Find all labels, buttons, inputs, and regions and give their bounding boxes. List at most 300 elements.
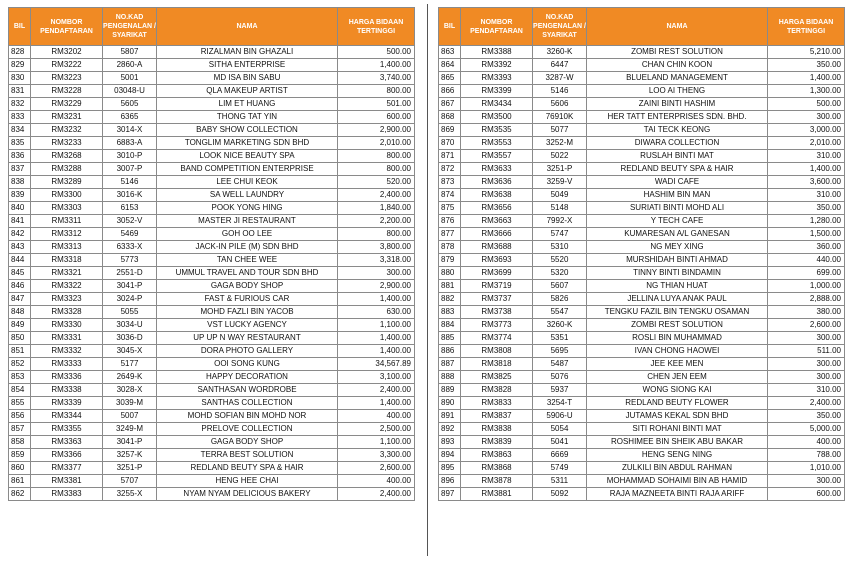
right-table-panel <box>438 7 845 501</box>
table-row <box>439 137 845 150</box>
cell-nama: CHEN JEN EEM <box>587 371 768 384</box>
cell-nama: TINNY BINTI BINDAMIN <box>587 267 768 280</box>
cell-nama: SITHA ENTERPRISE <box>157 59 338 72</box>
cell-nombor-pendaftaran: RM3321 <box>31 267 103 280</box>
header-harga-bidaan: HARGA BIDAAN TERTINGGI <box>338 8 415 46</box>
table-body-right <box>439 46 845 501</box>
table-row <box>9 124 415 137</box>
cell-nama: ZOMBI REST SOLUTION <box>587 46 768 59</box>
cell-nama: QLA MAKEUP ARTIST <box>157 85 338 98</box>
cell-no-kad-pengenalan: 5469 <box>103 228 157 241</box>
cell-no-kad-pengenalan: 2551-D <box>103 267 157 280</box>
cell-nama: REDLAND BEUTY SPA & HAIR <box>587 163 768 176</box>
cell-nama: BAND COMPETITION ENTERPRISE <box>157 163 338 176</box>
table-header-row <box>9 8 415 46</box>
cell-nombor-pendaftaran: RM3663 <box>461 215 533 228</box>
cell-nama: POOK YONG HING <box>157 202 338 215</box>
table-row <box>439 436 845 449</box>
cell-bil: 896 <box>439 475 461 488</box>
cell-bil: 852 <box>9 358 31 371</box>
cell-nama: RAJA MAZNEETA BINTI RAJA ARIFF <box>587 488 768 501</box>
table-row <box>9 332 415 345</box>
cell-harga-bidaan: 2,200.00 <box>338 215 415 228</box>
cell-nama: SANTHAS COLLECTION <box>157 397 338 410</box>
cell-bil: 885 <box>439 332 461 345</box>
cell-no-kad-pengenalan: 3041-P <box>103 280 157 293</box>
cell-harga-bidaan: 34,567.89 <box>338 358 415 371</box>
cell-no-kad-pengenalan: 5520 <box>533 254 587 267</box>
cell-nama: HER TATT ENTERPRISES SDN. BHD. <box>587 111 768 124</box>
cell-harga-bidaan: 300.00 <box>768 475 845 488</box>
cell-bil: 894 <box>439 449 461 462</box>
cell-nombor-pendaftaran: RM3233 <box>31 137 103 150</box>
table-row <box>9 137 415 150</box>
cell-harga-bidaan: 600.00 <box>338 111 415 124</box>
cell-nombor-pendaftaran: RM3303 <box>31 202 103 215</box>
cell-nombor-pendaftaran: RM3392 <box>461 59 533 72</box>
cell-no-kad-pengenalan: 5320 <box>533 267 587 280</box>
cell-harga-bidaan: 1,400.00 <box>768 72 845 85</box>
cell-bil: 882 <box>439 293 461 306</box>
table-row <box>9 150 415 163</box>
table-row <box>9 280 415 293</box>
cell-no-kad-pengenalan: 3252-M <box>533 137 587 150</box>
cell-bil: 883 <box>439 306 461 319</box>
cell-bil: 895 <box>439 462 461 475</box>
cell-nama: CHAN CHIN KOON <box>587 59 768 72</box>
cell-no-kad-pengenalan: 3036-D <box>103 332 157 345</box>
header-bil: BIL <box>439 8 461 46</box>
cell-nama: ZULKILI BIN ABDUL RAHMAN <box>587 462 768 475</box>
header-harga-bidaan: HARGA BIDAAN TERTINGGI <box>768 8 845 46</box>
cell-no-kad-pengenalan: 6883-A <box>103 137 157 150</box>
cell-harga-bidaan: 3,100.00 <box>338 371 415 384</box>
cell-bil: 866 <box>439 85 461 98</box>
cell-nombor-pendaftaran: RM3323 <box>31 293 103 306</box>
cell-harga-bidaan: 2,900.00 <box>338 280 415 293</box>
table-row <box>9 306 415 319</box>
table-row <box>9 475 415 488</box>
cell-nombor-pendaftaran: RM3338 <box>31 384 103 397</box>
cell-no-kad-pengenalan: 5076 <box>533 371 587 384</box>
cell-harga-bidaan: 1,500.00 <box>768 228 845 241</box>
cell-no-kad-pengenalan: 3260-K <box>533 319 587 332</box>
cell-nombor-pendaftaran: RM3330 <box>31 319 103 332</box>
cell-nama: LOOK NICE BEAUTY SPA <box>157 150 338 163</box>
cell-harga-bidaan: 3,000.00 <box>768 124 845 137</box>
cell-nombor-pendaftaran: RM3366 <box>31 449 103 462</box>
cell-nama: ROSLI BIN MUHAMMAD <box>587 332 768 345</box>
cell-no-kad-pengenalan: 5747 <box>533 228 587 241</box>
cell-nama: HAPPY DECORATION <box>157 371 338 384</box>
cell-bil: 870 <box>439 137 461 150</box>
cell-no-kad-pengenalan: 5007 <box>103 410 157 423</box>
cell-harga-bidaan: 1,300.00 <box>768 85 845 98</box>
cell-nama: TENGKU FAZIL BIN TENGKU OSAMAN <box>587 306 768 319</box>
table-row <box>9 384 415 397</box>
cell-harga-bidaan: 1,400.00 <box>338 293 415 306</box>
cell-nama: NG MEY XING <box>587 241 768 254</box>
cell-bil: 879 <box>439 254 461 267</box>
cell-bil: 888 <box>439 371 461 384</box>
auction-results-table-left <box>8 7 415 501</box>
cell-nama: REDLAND BEUTY FLOWER <box>587 397 768 410</box>
cell-harga-bidaan: 310.00 <box>768 384 845 397</box>
cell-bil: 859 <box>9 449 31 462</box>
cell-no-kad-pengenalan: 6447 <box>533 59 587 72</box>
table-row <box>9 85 415 98</box>
cell-bil: 829 <box>9 59 31 72</box>
cell-harga-bidaan: 300.00 <box>768 371 845 384</box>
cell-nama: SA WELL LAUNDRY <box>157 189 338 202</box>
cell-nombor-pendaftaran: RM3228 <box>31 85 103 98</box>
cell-no-kad-pengenalan: 5146 <box>533 85 587 98</box>
cell-no-kad-pengenalan: 5055 <box>103 306 157 319</box>
cell-harga-bidaan: 1,400.00 <box>338 59 415 72</box>
cell-no-kad-pengenalan: 5351 <box>533 332 587 345</box>
cell-bil: 869 <box>439 124 461 137</box>
cell-bil: 831 <box>9 85 31 98</box>
cell-bil: 891 <box>439 410 461 423</box>
table-row <box>439 410 845 423</box>
cell-nombor-pendaftaran: RM3838 <box>461 423 533 436</box>
table-row <box>439 371 845 384</box>
header-nombor-pendaftaran: NOMBOR PENDAFTARAN <box>461 8 533 46</box>
cell-nombor-pendaftaran: RM3388 <box>461 46 533 59</box>
cell-nama: SURIATI BINTI MOHD ALI <box>587 202 768 215</box>
cell-bil: 881 <box>439 280 461 293</box>
cell-bil: 846 <box>9 280 31 293</box>
cell-nombor-pendaftaran: RM3332 <box>31 345 103 358</box>
table-row <box>439 293 845 306</box>
cell-no-kad-pengenalan: 3255-X <box>103 488 157 501</box>
cell-bil: 841 <box>9 215 31 228</box>
cell-nombor-pendaftaran: RM3318 <box>31 254 103 267</box>
cell-no-kad-pengenalan: 5146 <box>103 176 157 189</box>
cell-bil: 833 <box>9 111 31 124</box>
cell-no-kad-pengenalan: 3007-P <box>103 163 157 176</box>
cell-nama: BABY SHOW COLLECTION <box>157 124 338 137</box>
cell-no-kad-pengenalan: 3024-P <box>103 293 157 306</box>
auction-results-table-right <box>438 7 845 501</box>
cell-nama: RIZALMAN BIN GHAZALI <box>157 46 338 59</box>
cell-no-kad-pengenalan: 5606 <box>533 98 587 111</box>
cell-no-kad-pengenalan: 7992-X <box>533 215 587 228</box>
cell-harga-bidaan: 380.00 <box>768 306 845 319</box>
cell-bil: 837 <box>9 163 31 176</box>
cell-harga-bidaan: 350.00 <box>768 410 845 423</box>
cell-no-kad-pengenalan: 3034-U <box>103 319 157 332</box>
cell-nama: GOH OO LEE <box>157 228 338 241</box>
cell-nama: WONG SIONG KAI <box>587 384 768 397</box>
table-row <box>439 228 845 241</box>
cell-harga-bidaan: 300.00 <box>768 332 845 345</box>
header-no-kad-pengenalan: NO.KAD PENGENALAN / SYARIKAT <box>533 8 587 46</box>
cell-bil: 848 <box>9 306 31 319</box>
cell-no-kad-pengenalan: 2860-A <box>103 59 157 72</box>
table-row <box>439 59 845 72</box>
cell-nama: DIWARA COLLECTION <box>587 137 768 150</box>
cell-bil: 850 <box>9 332 31 345</box>
cell-harga-bidaan: 1,400.00 <box>338 332 415 345</box>
cell-bil: 843 <box>9 241 31 254</box>
cell-bil: 835 <box>9 137 31 150</box>
cell-bil: 860 <box>9 462 31 475</box>
table-row <box>9 488 415 501</box>
cell-nama: ZOMBI REST SOLUTION <box>587 319 768 332</box>
cell-nombor-pendaftaran: RM3773 <box>461 319 533 332</box>
cell-no-kad-pengenalan: 5695 <box>533 345 587 358</box>
cell-harga-bidaan: 2,400.00 <box>768 397 845 410</box>
cell-bil: 861 <box>9 475 31 488</box>
cell-harga-bidaan: 5,000.00 <box>768 423 845 436</box>
cell-nombor-pendaftaran: RM3381 <box>31 475 103 488</box>
table-row <box>439 98 845 111</box>
table-row <box>439 111 845 124</box>
cell-bil: 855 <box>9 397 31 410</box>
cell-nombor-pendaftaran: RM3336 <box>31 371 103 384</box>
cell-nombor-pendaftaran: RM3333 <box>31 358 103 371</box>
cell-harga-bidaan: 630.00 <box>338 306 415 319</box>
table-row <box>9 98 415 111</box>
table-body-left <box>9 46 415 501</box>
cell-bil: 853 <box>9 371 31 384</box>
cell-nama: TAN CHEE WEE <box>157 254 338 267</box>
table-row <box>9 46 415 59</box>
cell-nama: LIM ET HUANG <box>157 98 338 111</box>
cell-nombor-pendaftaran: RM3229 <box>31 98 103 111</box>
cell-harga-bidaan: 1,100.00 <box>338 436 415 449</box>
table-row <box>439 280 845 293</box>
cell-no-kad-pengenalan: 3257-K <box>103 449 157 462</box>
table-row <box>439 397 845 410</box>
table-row <box>9 345 415 358</box>
cell-bil: 887 <box>439 358 461 371</box>
cell-no-kad-pengenalan: 3010-P <box>103 150 157 163</box>
cell-harga-bidaan: 3,740.00 <box>338 72 415 85</box>
cell-bil: 875 <box>439 202 461 215</box>
cell-harga-bidaan: 3,800.00 <box>338 241 415 254</box>
cell-bil: 828 <box>9 46 31 59</box>
table-row <box>439 72 845 85</box>
cell-harga-bidaan: 1,400.00 <box>768 163 845 176</box>
cell-nombor-pendaftaran: RM3693 <box>461 254 533 267</box>
cell-harga-bidaan: 350.00 <box>768 202 845 215</box>
cell-harga-bidaan: 2,888.00 <box>768 293 845 306</box>
cell-nombor-pendaftaran: RM3434 <box>461 98 533 111</box>
cell-nama: MASTER JI RESTAURANT <box>157 215 338 228</box>
cell-bil: 832 <box>9 98 31 111</box>
cell-harga-bidaan: 1,100.00 <box>338 319 415 332</box>
cell-no-kad-pengenalan: 5049 <box>533 189 587 202</box>
cell-nombor-pendaftaran: RM3331 <box>31 332 103 345</box>
table-row <box>439 449 845 462</box>
cell-bil: 878 <box>439 241 461 254</box>
cell-nama: SANTHASAN WORDROBE <box>157 384 338 397</box>
cell-nombor-pendaftaran: RM3878 <box>461 475 533 488</box>
cell-no-kad-pengenalan: 6333-X <box>103 241 157 254</box>
cell-no-kad-pengenalan: 3251-P <box>103 462 157 475</box>
cell-bil: 876 <box>439 215 461 228</box>
cell-bil: 893 <box>439 436 461 449</box>
cell-harga-bidaan: 300.00 <box>338 267 415 280</box>
cell-harga-bidaan: 501.00 <box>338 98 415 111</box>
cell-nombor-pendaftaran: RM3774 <box>461 332 533 345</box>
cell-nombor-pendaftaran: RM3688 <box>461 241 533 254</box>
cell-bil: 897 <box>439 488 461 501</box>
cell-no-kad-pengenalan: 5177 <box>103 358 157 371</box>
cell-nombor-pendaftaran: RM3868 <box>461 462 533 475</box>
cell-nombor-pendaftaran: RM3863 <box>461 449 533 462</box>
table-row <box>439 254 845 267</box>
cell-nama: PRELOVE COLLECTION <box>157 423 338 436</box>
cell-bil: 863 <box>439 46 461 59</box>
cell-bil: 834 <box>9 124 31 137</box>
cell-no-kad-pengenalan: 5022 <box>533 150 587 163</box>
cell-harga-bidaan: 440.00 <box>768 254 845 267</box>
cell-no-kad-pengenalan: 5092 <box>533 488 587 501</box>
cell-nama: MOHAMMAD SOHAIMI BIN AB HAMID <box>587 475 768 488</box>
cell-nombor-pendaftaran: RM3328 <box>31 306 103 319</box>
cell-harga-bidaan: 600.00 <box>768 488 845 501</box>
table-row <box>9 215 415 228</box>
cell-bil: 889 <box>439 384 461 397</box>
cell-no-kad-pengenalan: 3260-K <box>533 46 587 59</box>
cell-nombor-pendaftaran: RM3363 <box>31 436 103 449</box>
cell-harga-bidaan: 3,318.00 <box>338 254 415 267</box>
cell-nama: KUMARESAN A/L GANESAN <box>587 228 768 241</box>
table-row <box>439 189 845 202</box>
header-nama: NAMA <box>587 8 768 46</box>
cell-nombor-pendaftaran: RM3633 <box>461 163 533 176</box>
cell-nombor-pendaftaran: RM3322 <box>31 280 103 293</box>
cell-no-kad-pengenalan: 5826 <box>533 293 587 306</box>
cell-harga-bidaan: 400.00 <box>338 475 415 488</box>
cell-nombor-pendaftaran: RM3666 <box>461 228 533 241</box>
cell-bil: 839 <box>9 189 31 202</box>
cell-nama: MD ISA BIN SABU <box>157 72 338 85</box>
cell-nombor-pendaftaran: RM3837 <box>461 410 533 423</box>
table-row <box>9 72 415 85</box>
cell-harga-bidaan: 2,600.00 <box>338 462 415 475</box>
cell-no-kad-pengenalan: 3041-P <box>103 436 157 449</box>
cell-nombor-pendaftaran: RM3638 <box>461 189 533 202</box>
table-row <box>439 150 845 163</box>
cell-nama: JACK-IN PILE (M) SDN BHD <box>157 241 338 254</box>
table-row <box>9 436 415 449</box>
cell-harga-bidaan: 1,280.00 <box>768 215 845 228</box>
cell-harga-bidaan: 360.00 <box>768 241 845 254</box>
cell-nama: REDLAND BEUTY SPA & HAIR <box>157 462 338 475</box>
table-row <box>439 423 845 436</box>
cell-nama: UMMUL TRAVEL AND TOUR SDN BHD <box>157 267 338 280</box>
table-header-row <box>439 8 845 46</box>
cell-nama: LOO AI THENG <box>587 85 768 98</box>
cell-bil: 892 <box>439 423 461 436</box>
cell-no-kad-pengenalan: 5041 <box>533 436 587 449</box>
cell-nama: BLUELAND MANAGEMENT <box>587 72 768 85</box>
table-row <box>439 475 845 488</box>
cell-harga-bidaan: 520.00 <box>338 176 415 189</box>
cell-nombor-pendaftaran: RM3818 <box>461 358 533 371</box>
cell-bil: 842 <box>9 228 31 241</box>
cell-harga-bidaan: 2,900.00 <box>338 124 415 137</box>
cell-no-kad-pengenalan: 3016-K <box>103 189 157 202</box>
cell-nombor-pendaftaran: RM3300 <box>31 189 103 202</box>
cell-no-kad-pengenalan: 3045-X <box>103 345 157 358</box>
cell-no-kad-pengenalan: 3251-P <box>533 163 587 176</box>
cell-nombor-pendaftaran: RM3808 <box>461 345 533 358</box>
cell-harga-bidaan: 2,400.00 <box>338 189 415 202</box>
cell-harga-bidaan: 800.00 <box>338 228 415 241</box>
cell-harga-bidaan: 3,300.00 <box>338 449 415 462</box>
cell-bil: 849 <box>9 319 31 332</box>
cell-harga-bidaan: 500.00 <box>338 46 415 59</box>
header-nombor-pendaftaran: NOMBOR PENDAFTARAN <box>31 8 103 46</box>
cell-harga-bidaan: 2,400.00 <box>338 384 415 397</box>
cell-no-kad-pengenalan: 5749 <box>533 462 587 475</box>
table-row <box>439 462 845 475</box>
table-row <box>439 384 845 397</box>
cell-nombor-pendaftaran: RM3393 <box>461 72 533 85</box>
cell-bil: 836 <box>9 150 31 163</box>
cell-nama: JELLINA LUYA ANAK PAUL <box>587 293 768 306</box>
cell-harga-bidaan: 1,400.00 <box>338 345 415 358</box>
cell-no-kad-pengenalan: 5001 <box>103 72 157 85</box>
cell-nama: NYAM NYAM DELICIOUS BAKERY <box>157 488 338 501</box>
table-row <box>9 111 415 124</box>
cell-no-kad-pengenalan: 3052-V <box>103 215 157 228</box>
table-row <box>9 462 415 475</box>
table-row <box>9 410 415 423</box>
cell-no-kad-pengenalan: 5310 <box>533 241 587 254</box>
cell-nama: TAI TECK KEONG <box>587 124 768 137</box>
table-row <box>9 293 415 306</box>
cell-harga-bidaan: 1,010.00 <box>768 462 845 475</box>
cell-nombor-pendaftaran: RM3344 <box>31 410 103 423</box>
cell-nombor-pendaftaran: RM3223 <box>31 72 103 85</box>
cell-no-kad-pengenalan: 5054 <box>533 423 587 436</box>
cell-harga-bidaan: 800.00 <box>338 150 415 163</box>
cell-nombor-pendaftaran: RM3833 <box>461 397 533 410</box>
cell-nama: JEE KEE MEN <box>587 358 768 371</box>
table-row <box>439 241 845 254</box>
table-row <box>439 319 845 332</box>
cell-no-kad-pengenalan: 5707 <box>103 475 157 488</box>
cell-nombor-pendaftaran: RM3656 <box>461 202 533 215</box>
cell-no-kad-pengenalan: 5605 <box>103 98 157 111</box>
cell-nombor-pendaftaran: RM3535 <box>461 124 533 137</box>
table-row <box>9 267 415 280</box>
cell-nama: VST LUCKY AGENCY <box>157 319 338 332</box>
cell-nama: HENG HEE CHAI <box>157 475 338 488</box>
table-row <box>439 488 845 501</box>
cell-no-kad-pengenalan: 3039-M <box>103 397 157 410</box>
header-no-kad-pengenalan: NO.KAD PENGENALAN / SYARIKAT <box>103 8 157 46</box>
cell-bil: 845 <box>9 267 31 280</box>
table-row <box>439 85 845 98</box>
cell-harga-bidaan: 310.00 <box>768 189 845 202</box>
cell-harga-bidaan: 800.00 <box>338 85 415 98</box>
cell-bil: 880 <box>439 267 461 280</box>
cell-bil: 865 <box>439 72 461 85</box>
cell-nama: GAGA BODY SHOP <box>157 436 338 449</box>
cell-nombor-pendaftaran: RM3500 <box>461 111 533 124</box>
cell-bil: 890 <box>439 397 461 410</box>
cell-no-kad-pengenalan: 6365 <box>103 111 157 124</box>
table-row <box>439 306 845 319</box>
cell-nombor-pendaftaran: RM3355 <box>31 423 103 436</box>
